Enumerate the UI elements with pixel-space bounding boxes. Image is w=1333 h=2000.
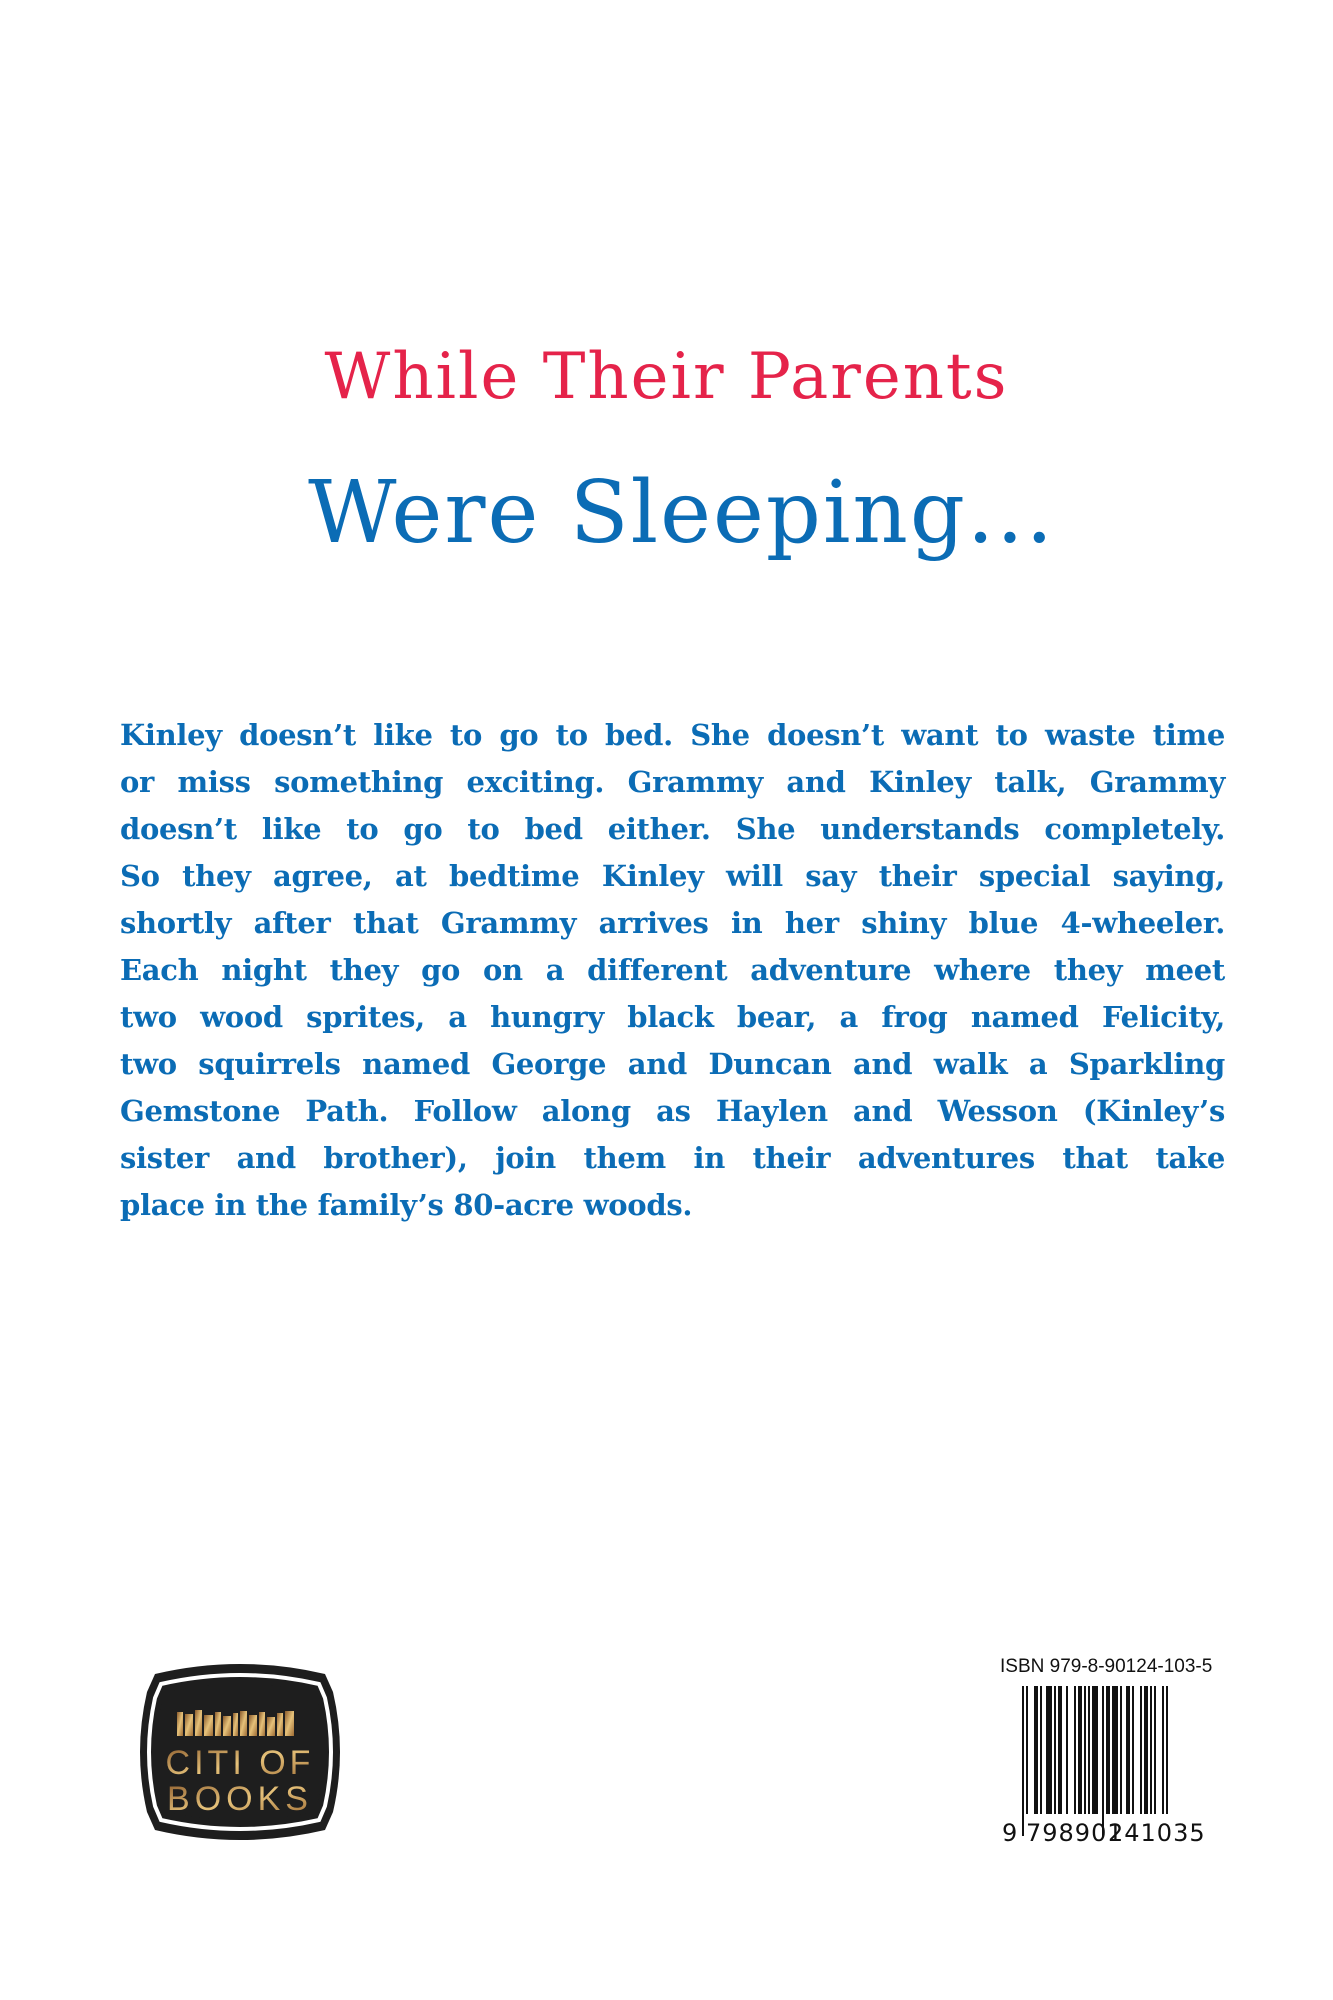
barcode-bar (1144, 1686, 1148, 1836)
barcode-bar (1040, 1686, 1042, 1836)
barcode-bar (1150, 1686, 1152, 1836)
barcode-bar (1120, 1686, 1122, 1836)
barcode-bar (1102, 1686, 1104, 1836)
blurb-line: Each night they go on a different adventure where they meet (120, 953, 1225, 987)
barcode-bar (1106, 1686, 1110, 1836)
barcode-bar (1140, 1686, 1142, 1836)
blurb-line: two squirrels named George and Duncan and walk a Sparkling (120, 1047, 1225, 1081)
barcode-bar (1054, 1686, 1056, 1836)
barcode-bar (1126, 1686, 1130, 1836)
back-cover-blurb (120, 712, 1225, 1229)
blurb-line: shortly after that Grammy arrives in her shiny blue 4-wheeler. (120, 906, 1225, 940)
barcode-bar (1084, 1686, 1086, 1836)
barcode-bar (1058, 1686, 1062, 1836)
barcode-bar (1154, 1686, 1156, 1836)
barcode-bar (1088, 1686, 1090, 1836)
citi-of-books-badge (115, 1652, 365, 1852)
barcode-digits-right: 241035 (1108, 1819, 1206, 1846)
blurb-line: or miss something exciting. Grammy and Kinley talk, Grammy (120, 765, 1225, 799)
barcode-bar (1092, 1686, 1098, 1836)
blurb-line: sister and brother), join them in their adventures that take (120, 1141, 1225, 1175)
barcode-bar (1132, 1686, 1134, 1836)
title-line-1: While Their Parents (324, 340, 1009, 414)
barcode-bar (1066, 1686, 1068, 1836)
blurb-line: two wood sprites, a hungry black bear, a frog named Felicity, (120, 1000, 1225, 1034)
publisher-logo (115, 1652, 365, 1852)
barcode-bar (1166, 1686, 1168, 1836)
blurb-line: doesn’t like to go to bed either. She understands completely. (120, 812, 1225, 846)
barcode-bar (1074, 1686, 1076, 1836)
barcode-digits-left: 798901 (1026, 1819, 1124, 1846)
barcode-bar (1078, 1686, 1082, 1836)
barcode-bar (1112, 1686, 1118, 1836)
blurb-line: Kinley doesn’t like to go to bed. She doesn’t want to waste time (120, 718, 1225, 752)
blurb-line: Gemstone Path. Follow along as Haylen and Wesson (Kinley’s (120, 1094, 1225, 1128)
logo-line-1: CITI OF (165, 1744, 315, 1782)
barcode-digit-first: 9 (1002, 1819, 1018, 1846)
isbn-barcode-block (990, 1652, 1213, 1852)
blurb-line: place in the family’s 80-acre woods. (120, 1188, 693, 1222)
blurb-line: So they agree, at bedtime Kinley will say their special saying, (120, 859, 1225, 893)
barcode-bar (1034, 1686, 1038, 1836)
barcode-icon (1000, 1686, 1210, 1846)
title-line-2: Were Sleeping... (308, 463, 1055, 563)
isbn-label: ISBN 979-8-90124-103-5 (1000, 1656, 1213, 1677)
logo-line-2: BOOKS (167, 1780, 313, 1818)
barcode-bar (1022, 1686, 1024, 1836)
barcode-bar (1046, 1686, 1052, 1836)
barcode-bar (1162, 1686, 1164, 1836)
barcode-bar (1026, 1686, 1028, 1836)
